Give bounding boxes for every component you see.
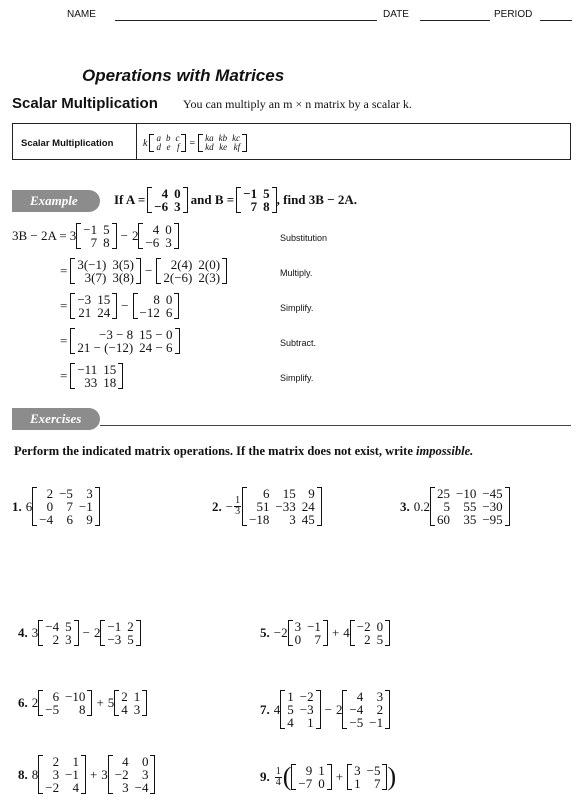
matrix-entry: −3 xyxy=(299,702,314,717)
example-step xyxy=(60,258,227,284)
matrix-entry: 7 xyxy=(373,776,381,791)
matrix-entry: 3 xyxy=(52,767,60,782)
fraction xyxy=(234,496,241,517)
exercise-item xyxy=(260,690,390,729)
exercise-matrix-1 xyxy=(38,690,92,716)
matrix-entry: 2(3) xyxy=(198,270,221,285)
step-coefficient: 3 xyxy=(69,228,77,243)
exercise-coefficient: 3 xyxy=(31,625,39,640)
matrix-entry: −5 xyxy=(349,715,364,730)
matrix-entry: 2(0) xyxy=(198,257,221,272)
exercise-matrix-2 xyxy=(114,690,147,716)
matrix-entry: 0 xyxy=(46,499,54,514)
matrix-entry: 3 xyxy=(141,767,149,782)
instructions-emphasis: impossible. xyxy=(416,444,474,458)
matrix-entry: 5 xyxy=(103,222,110,237)
matrix-entry: −4 xyxy=(39,512,54,527)
matrix-entry: 25 xyxy=(437,486,450,501)
matrix-entry: 18 xyxy=(103,375,117,390)
exercise-item xyxy=(260,620,390,646)
exercise-matrix xyxy=(32,487,100,526)
rule-matrix-right xyxy=(198,134,247,152)
matrix-entry: 4 xyxy=(161,186,169,201)
matrix-entry: 0 xyxy=(165,222,172,237)
matrix-entry: 15 xyxy=(282,486,296,501)
step-matrix-2 xyxy=(133,293,180,319)
exercise-matrix xyxy=(242,487,322,526)
prompt-text-1: If A = xyxy=(114,192,146,207)
exercise-matrix-2 xyxy=(342,690,390,729)
exercise-number: 3. xyxy=(400,498,410,514)
step-lhs: = xyxy=(60,368,68,383)
rule-scalar: k xyxy=(143,137,148,149)
matrix-entry: −10 xyxy=(456,486,477,501)
exercise-matrix-1 xyxy=(288,620,328,646)
example-step xyxy=(60,328,180,354)
exercise-number: 8. xyxy=(18,766,28,782)
matrix-entry: 8 xyxy=(103,235,110,250)
matrix-entry: 2(−6) xyxy=(163,270,193,285)
matrix-entry: 3(7) xyxy=(84,270,107,285)
matrix-entry: −5 xyxy=(45,702,60,717)
step-lhs: = xyxy=(60,298,68,313)
matrix-entry: 0 xyxy=(294,632,302,647)
fraction xyxy=(275,767,282,788)
matrix-entry: 21 − (−12) xyxy=(77,340,134,355)
fraction-denominator: 4 xyxy=(275,776,281,788)
matrix-entry: 1 xyxy=(133,689,141,704)
rule-label: Scalar Multiplication xyxy=(21,138,114,149)
matrix-entry: −1 xyxy=(83,222,98,237)
matrix-entry: 9 xyxy=(308,486,315,501)
matrix-entry: −3 xyxy=(107,632,122,647)
exercise-scalar: 0.2 xyxy=(413,498,430,514)
matrix-entry: −6 xyxy=(145,235,160,250)
exercise-number: 2. xyxy=(212,498,222,514)
step-matrix-1 xyxy=(76,223,116,249)
matrix-entry: −10 xyxy=(65,689,86,704)
matrix-entry: −4 xyxy=(349,702,364,717)
example-banner: Example xyxy=(12,190,100,212)
exercise-operator: − xyxy=(82,625,90,640)
exercise-number: 1. xyxy=(12,498,22,514)
matrix-entry: 51 xyxy=(256,499,270,514)
step-coefficient: 2 xyxy=(131,228,139,243)
fraction-denominator: 3 xyxy=(235,506,241,517)
matrix-entry: 6 xyxy=(52,689,60,704)
matrix-entry: 3 xyxy=(354,763,361,778)
matrix-entry: −95 xyxy=(482,512,503,527)
matrix-entry: 5 xyxy=(287,702,294,717)
exercise-number: 4. xyxy=(18,625,28,640)
matrix-entry: 4 xyxy=(122,754,129,769)
step-matrix-2 xyxy=(138,223,178,249)
matrix-entry: ka xyxy=(205,133,214,143)
matrix-entry: c xyxy=(175,133,180,143)
matrix-entry: 4 xyxy=(121,702,128,717)
exercise-number: 5. xyxy=(260,625,270,640)
rule-matrix-left xyxy=(149,134,186,152)
matrix-entry: 9 xyxy=(305,763,313,778)
matrix-entry: 8 xyxy=(153,292,160,307)
step-matrix-2 xyxy=(156,258,227,284)
matrix-entry: 5 xyxy=(376,632,384,647)
section-intro: You can multiply an m × n matrix by a scalar k. xyxy=(183,97,412,111)
matrix-entry: −1 xyxy=(107,619,122,634)
matrix-entry: 21 xyxy=(78,305,92,320)
matrix-entry: 8 xyxy=(263,199,270,214)
matrix-entry: 4 xyxy=(152,222,160,237)
rule-divider xyxy=(136,124,137,159)
fraction-numerator: 1 xyxy=(235,495,241,506)
exercise-coefficient: 8 xyxy=(31,766,39,782)
matrix-entry: 24 − 6 xyxy=(139,340,173,355)
matrix-entry: 1 xyxy=(354,776,361,791)
matrix-entry: 4 xyxy=(287,715,294,730)
exercise-coefficient: 4 xyxy=(273,701,281,717)
matrix-entry: 33 xyxy=(84,375,98,390)
name-label: NAME xyxy=(67,9,96,20)
matrix-entry: −1 xyxy=(369,715,384,730)
matrix-entry: kb xyxy=(218,133,228,143)
matrix-entry: −1 xyxy=(78,499,93,514)
matrix-entry: 6 xyxy=(262,486,270,501)
matrix-entry: kc xyxy=(232,133,241,143)
matrix-A xyxy=(147,187,187,213)
exercise-coefficient: 4 xyxy=(343,625,350,640)
matrix-entry: −30 xyxy=(482,499,503,514)
exercise-matrix-2 xyxy=(108,755,156,794)
exercise-matrix-2 xyxy=(100,620,140,646)
matrix-entry: 45 xyxy=(301,512,315,527)
matrix-entry: 5 xyxy=(443,499,450,514)
exercise-matrix-1 xyxy=(291,764,331,790)
matrix-entry: 6 xyxy=(66,512,73,527)
exercise-coefficient: 3 xyxy=(101,766,108,782)
fraction-numerator: 1 xyxy=(275,765,281,777)
section-heading: Scalar Multiplication xyxy=(12,95,158,112)
matrix-entry: −5 xyxy=(59,486,73,501)
matrix-entry: 1 xyxy=(72,754,79,769)
matrix-entry: 15 xyxy=(97,292,111,307)
exercise-item xyxy=(18,690,147,716)
step-operator: − xyxy=(120,228,128,243)
exercise-item xyxy=(260,762,396,792)
matrix-entry: 1 xyxy=(287,689,294,704)
matrix-entry: −11 xyxy=(77,362,98,377)
matrix-entry: 3 xyxy=(86,486,93,501)
name-line[interactable] xyxy=(115,20,377,21)
matrix-entry: 7 xyxy=(250,199,258,214)
matrix-entry: 3 xyxy=(165,235,172,250)
exercise-matrix-1 xyxy=(38,620,78,646)
matrix-entry: 5 xyxy=(127,632,134,647)
matrix-entry: 5 xyxy=(263,186,270,201)
exercise-number: 9. xyxy=(260,769,270,784)
matrix-entry: 3(−1) xyxy=(77,257,107,272)
matrix-B xyxy=(236,187,276,213)
matrix-entry: 7 xyxy=(90,235,98,250)
matrix-entry: −45 xyxy=(482,486,503,501)
exercise-matrix xyxy=(430,487,510,526)
matrix-entry: 5 xyxy=(65,619,72,634)
matrix-entry: 3 xyxy=(289,512,296,527)
matrix-entry: −5 xyxy=(366,763,381,778)
matrix-entry: 2 xyxy=(364,632,371,647)
matrix-entry: ke xyxy=(219,142,228,152)
close-paren: ) xyxy=(387,762,397,791)
exercise-coefficient: 2 xyxy=(31,695,39,710)
matrix-entry: 0 xyxy=(318,776,325,791)
matrix-entry: 2 xyxy=(52,754,60,769)
matrix-entry: −33 xyxy=(275,499,296,514)
matrix-entry: kd xyxy=(205,142,214,152)
matrix-entry: −2 xyxy=(299,689,314,704)
matrix-entry: 24 xyxy=(301,499,315,514)
period-line[interactable] xyxy=(540,20,572,21)
matrix-entry: 6 xyxy=(165,305,173,320)
prompt-text-3: , find 3B − 2A. xyxy=(276,192,358,207)
step-matrix-1 xyxy=(70,363,123,389)
matrix-entry: 55 xyxy=(463,499,477,514)
matrix-entry: 1 xyxy=(318,763,325,778)
step-lhs: = xyxy=(60,333,68,348)
step-note: Simplify. xyxy=(280,303,314,313)
matrix-entry: −3 xyxy=(77,292,92,307)
step-note: Substitution xyxy=(280,233,328,243)
matrix-entry: f xyxy=(176,142,180,152)
matrix-entry: −4 xyxy=(45,619,60,634)
matrix-entry: 2 xyxy=(121,689,128,704)
matrix-entry: 4 xyxy=(72,780,79,795)
matrix-entry: −1 xyxy=(65,767,79,782)
matrix-entry: 2 xyxy=(127,619,134,634)
matrix-entry: 2(4) xyxy=(170,257,193,272)
matrix-entry: 3(5) xyxy=(112,257,135,272)
matrix-entry: −6 xyxy=(154,199,169,214)
exercise-item xyxy=(400,487,510,526)
exercise-number: 6. xyxy=(18,695,28,710)
exercises-rule xyxy=(100,425,571,426)
exercise-matrix-1 xyxy=(280,690,320,729)
exercise-matrix-2 xyxy=(350,620,390,646)
matrix-entry: 3 xyxy=(294,619,302,634)
matrix-entry: −12 xyxy=(139,305,160,320)
exercise-coefficient: 5 xyxy=(107,695,115,710)
step-lhs: 3B − 2A = xyxy=(12,228,67,243)
matrix-entry: 0 xyxy=(165,292,173,307)
example-step xyxy=(12,223,179,249)
exercise-operator: + xyxy=(335,769,344,784)
matrix-entry: 3 xyxy=(174,199,181,214)
prompt-text-2: and B = xyxy=(190,192,235,207)
date-line[interactable] xyxy=(420,20,490,21)
exercises-banner: Exercises xyxy=(12,408,100,430)
open-paren: ( xyxy=(282,762,292,791)
matrix-entry: 7 xyxy=(314,632,321,647)
step-lhs: = xyxy=(60,263,68,278)
matrix-entry: −2 xyxy=(114,767,129,782)
matrix-entry: 2 xyxy=(52,632,60,647)
matrix-entry: 15 xyxy=(103,362,117,377)
step-operator: − xyxy=(121,298,129,313)
matrix-entry: −1 xyxy=(243,186,258,201)
matrix-entry: 2 xyxy=(46,486,54,501)
period-label: PERIOD xyxy=(494,9,533,20)
exercise-matrix-2 xyxy=(347,764,387,790)
step-matrix-1 xyxy=(70,258,141,284)
exercise-number: 7. xyxy=(260,701,270,717)
matrix-entry: d xyxy=(156,142,161,152)
matrix-entry: −18 xyxy=(249,512,270,527)
matrix-entry: 35 xyxy=(463,512,477,527)
rule-formula: k a b c d e f = ka kb kc kd ke kf xyxy=(143,134,247,152)
step-operator: − xyxy=(145,263,153,278)
exercise-sign: − xyxy=(225,498,234,514)
exercise-item xyxy=(18,620,141,646)
matrix-entry: 8 xyxy=(78,702,86,717)
matrix-entry: 24 xyxy=(97,305,111,320)
exercise-coefficient: 2 xyxy=(93,625,101,640)
exercise-operator: + xyxy=(331,625,340,640)
matrix-entry: b xyxy=(165,133,171,143)
matrix-entry: −4 xyxy=(134,780,149,795)
exercise-coefficient: 2 xyxy=(335,701,343,717)
exercise-scalar: 6 xyxy=(25,498,33,514)
matrix-entry: 1 xyxy=(307,715,314,730)
matrix-entry: 3 xyxy=(133,702,141,717)
matrix-entry: −2 xyxy=(356,619,371,634)
instructions-text: Perform the indicated matrix operations. If the matrix does not exist, write xyxy=(14,444,413,458)
matrix-entry: 0 xyxy=(376,619,384,634)
matrix-entry: a xyxy=(156,133,161,143)
example-step xyxy=(60,293,179,319)
exercise-operator: + xyxy=(96,695,104,710)
matrix-entry: 9 xyxy=(86,512,93,527)
step-matrix-1 xyxy=(70,293,117,319)
date-label: DATE xyxy=(383,9,409,20)
exercise-operator: + xyxy=(89,766,98,782)
matrix-entry: −7 xyxy=(298,776,313,791)
matrix-entry: 2 xyxy=(376,702,384,717)
matrix-entry: 7 xyxy=(66,499,73,514)
example-prompt xyxy=(114,187,357,213)
matrix-entry: 4 xyxy=(356,689,364,704)
matrix-entry: −2 xyxy=(45,780,60,795)
matrix-entry: 3 xyxy=(122,780,129,795)
exercises-instructions xyxy=(14,443,554,459)
matrix-entry: 60 xyxy=(437,512,450,527)
matrix-entry: 0 xyxy=(141,754,149,769)
matrix-entry: 15 − 0 xyxy=(139,327,173,342)
exercise-matrix-1 xyxy=(38,755,86,794)
matrix-entry: kf xyxy=(233,142,241,152)
exercise-coefficient: −2 xyxy=(273,625,288,640)
matrix-entry: 3(8) xyxy=(112,270,135,285)
exercise-item xyxy=(12,487,100,526)
exercise-item xyxy=(212,487,322,526)
scalar-rule-box xyxy=(12,123,571,160)
matrix-entry: −3 − 8 xyxy=(99,327,134,342)
exercise-operator: − xyxy=(324,701,332,717)
matrix-entry: 3 xyxy=(376,689,384,704)
matrix-entry: −1 xyxy=(307,619,321,634)
exercise-item xyxy=(18,755,155,794)
step-note: Subtract. xyxy=(280,338,317,348)
matrix-entry: e xyxy=(166,142,171,152)
step-note: Multiply. xyxy=(280,268,313,278)
page-title: Operations with Matrices xyxy=(82,66,285,85)
matrix-entry: 0 xyxy=(174,186,181,201)
step-note: Simplify. xyxy=(280,373,314,383)
matrix-entry: 3 xyxy=(65,632,72,647)
step-matrix-1 xyxy=(70,328,179,354)
example-step xyxy=(60,363,123,389)
